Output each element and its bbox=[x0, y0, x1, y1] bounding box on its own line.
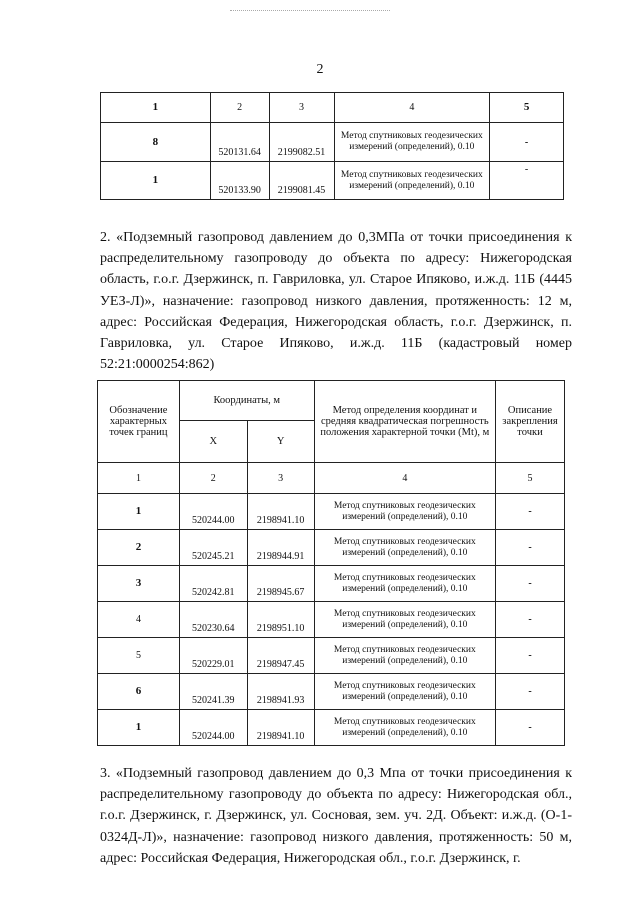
x-cell: 520131.64 bbox=[210, 123, 269, 162]
header-cell: 5 bbox=[490, 93, 564, 123]
page-number: 2 bbox=[316, 62, 324, 77]
point-cell: 5 bbox=[98, 638, 180, 674]
point-cell: 4 bbox=[98, 602, 180, 638]
method-cell: Метод спутниковых геодезических измерений (определений), 0.10 bbox=[314, 638, 495, 674]
desc-cell: - bbox=[490, 162, 564, 200]
scan-artifact bbox=[230, 4, 390, 11]
header-cell: 3 bbox=[269, 93, 334, 123]
numbering-cell: 3 bbox=[247, 463, 314, 494]
table-row bbox=[101, 123, 564, 162]
numbering-row bbox=[98, 463, 565, 494]
paragraph-2: 2. «Подземный газопровод давлением до 0,3МПа от точки присоединения к распределительному газопроводу до объекта по адресу: Нижегородская область, г.о.г. Дзержинск, п. Гавриловка, ул. Старое Ипяково, и.ж.д. 11Б (4445 УЕЗ-Л)», назначение: газопровод низкого давления, протяженность: 12 м, адрес: Российская Федерация, Нижегородская область, г.о.г. Дзержинск, п. Гавриловка, ул. Старое Ипяково, и.ж.д. 11Б (кадастровый номер 52:21:0000254:862) bbox=[100, 230, 572, 373]
y-header: Y bbox=[247, 421, 314, 463]
table-row bbox=[98, 530, 565, 566]
y-cell: 2199082.51 bbox=[269, 123, 334, 162]
point-designation-header: Обозначение характерных точек границ bbox=[98, 381, 180, 463]
desc-cell: - bbox=[490, 123, 564, 162]
y-cell: 2198951.10 bbox=[247, 602, 314, 638]
x-cell: 520245.21 bbox=[179, 530, 247, 566]
method-cell: Метод спутниковых геодезических измерений (определений), 0.10 bbox=[314, 566, 495, 602]
header-cell: 2 bbox=[210, 93, 269, 123]
method-cell: Метод спутниковых геодезических измерений (определений), 0.10 bbox=[314, 674, 495, 710]
desc-cell: - bbox=[496, 494, 565, 530]
table-row bbox=[98, 566, 565, 602]
numbering-cell: 1 bbox=[98, 463, 180, 494]
method-header: Метод определения координат и средняя квадратическая погрешность положения характерной точки (Mt), м bbox=[314, 381, 495, 463]
desc-cell: - bbox=[496, 674, 565, 710]
y-cell: 2198947.45 bbox=[247, 638, 314, 674]
table-row bbox=[98, 638, 565, 674]
desc-cell: - bbox=[496, 602, 565, 638]
x-header: X bbox=[179, 421, 247, 463]
point-cell: 2 bbox=[98, 530, 180, 566]
point-cell: 1 bbox=[101, 162, 211, 200]
numbering-cell: 5 bbox=[496, 463, 565, 494]
coordinates-header: Координаты, м bbox=[179, 381, 314, 421]
table-row bbox=[98, 674, 565, 710]
x-cell: 520241.39 bbox=[179, 674, 247, 710]
description-header: Описание закрепления точки bbox=[496, 381, 565, 463]
x-cell: 520244.00 bbox=[179, 710, 247, 746]
header-cell: 4 bbox=[334, 93, 490, 123]
y-cell: 2199081.45 bbox=[269, 162, 334, 200]
method-cell: Метод спутниковых геодезических измерений (определений), 0.10 bbox=[314, 530, 495, 566]
y-cell: 2198941.10 bbox=[247, 494, 314, 530]
table-row bbox=[101, 162, 564, 200]
y-cell: 2198941.93 bbox=[247, 674, 314, 710]
x-cell: 520230.64 bbox=[179, 602, 247, 638]
point-cell: 1 bbox=[98, 494, 180, 530]
x-cell: 520133.90 bbox=[210, 162, 269, 200]
x-cell: 520244.00 bbox=[179, 494, 247, 530]
desc-cell: - bbox=[496, 530, 565, 566]
x-cell: 520229.01 bbox=[179, 638, 247, 674]
point-cell: 3 bbox=[98, 566, 180, 602]
desc-cell: - bbox=[496, 638, 565, 674]
y-cell: 2198941.10 bbox=[247, 710, 314, 746]
desc-cell: - bbox=[496, 710, 565, 746]
table-row bbox=[98, 710, 565, 746]
x-cell: 520242.81 bbox=[179, 566, 247, 602]
coordinates-table bbox=[97, 380, 565, 746]
point-cell: 8 bbox=[101, 123, 211, 162]
method-cell: Метод спутниковых геодезических измерений (определений), 0.10 bbox=[334, 162, 490, 200]
y-cell: 2198945.67 bbox=[247, 566, 314, 602]
method-cell: Метод спутниковых геодезических измерений (определений), 0.10 bbox=[334, 123, 490, 162]
numbering-cell: 4 bbox=[314, 463, 495, 494]
y-cell: 2198944.91 bbox=[247, 530, 314, 566]
table-row bbox=[98, 494, 565, 530]
table-header-row bbox=[101, 93, 564, 123]
desc-cell: - bbox=[496, 566, 565, 602]
table-row bbox=[98, 602, 565, 638]
numbering-cell: 2 bbox=[179, 463, 247, 494]
point-cell: 1 bbox=[98, 710, 180, 746]
method-cell: Метод спутниковых геодезических измерений (определений), 0.10 bbox=[314, 494, 495, 530]
method-cell: Метод спутниковых геодезических измерений (определений), 0.10 bbox=[314, 602, 495, 638]
header-cell: 1 bbox=[101, 93, 211, 123]
paragraph-3: 3. «Подземный газопровод давлением до 0,3 Мпа от точки присоединения к распределительному газопроводу до объекта по адресу: Нижегородская обл., г.о.г. Дзержинск, г. Дзержинск, ул. Сосновая, зем. уч. 2Д. Объект: и.ж.д. (О-1-0324Д-Л)», назначение: газопровод низкого давления, протяженность: 50 м, адрес: Российская Федерация, Нижегородская обл., г.о.г. Дзержинск, г. bbox=[100, 766, 572, 866]
point-cell: 6 bbox=[98, 674, 180, 710]
coordinates-table-continued bbox=[100, 92, 564, 200]
method-cell: Метод спутниковых геодезических измерений (определений), 0.10 bbox=[314, 710, 495, 746]
